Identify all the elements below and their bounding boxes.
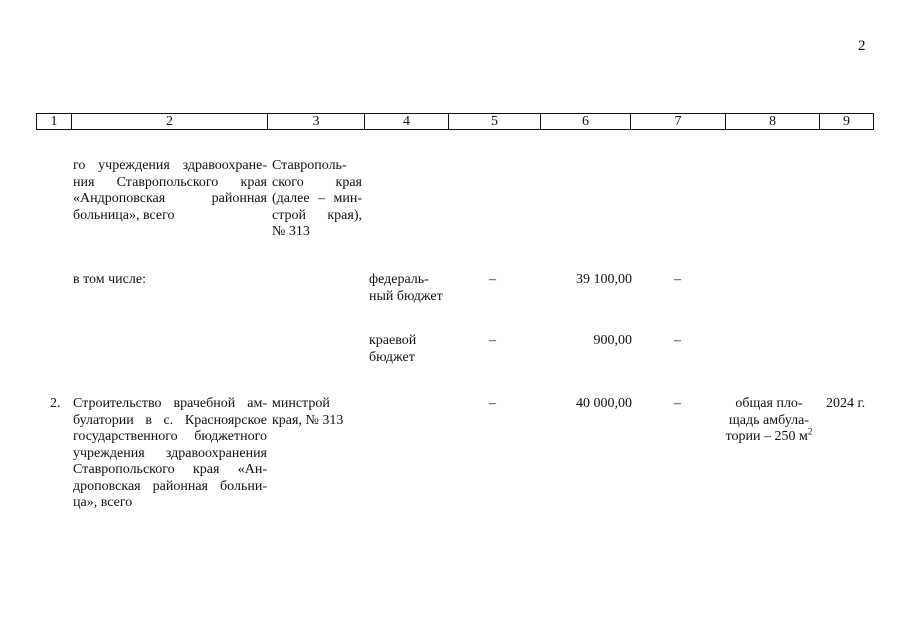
column-number-6: 6 xyxy=(541,114,631,129)
row-2-name-line: булатории в с. Красноярское xyxy=(73,412,267,428)
regional-amount: 900,00 xyxy=(593,333,632,348)
column-number-7: 7 xyxy=(631,114,726,129)
row-2-amount: 40 000,00 xyxy=(576,396,632,411)
column-number-5: 5 xyxy=(449,114,541,129)
row-cont-customer-line: Ставрополь- xyxy=(272,158,347,173)
row-cont-name-line: го учреждения здравоохране- xyxy=(73,158,267,173)
column-number-2: 2 xyxy=(72,114,268,129)
row-2-name xyxy=(73,396,267,512)
row-2-number: 2. xyxy=(50,396,61,411)
row-2-name-line: государственного бюджетного xyxy=(73,429,267,444)
column-number-8: 8 xyxy=(726,114,820,129)
regional-col7-value: – xyxy=(674,333,681,348)
row-cont-name-line: ния Ставропольского края xyxy=(73,174,267,190)
funding-source-line: краевой xyxy=(369,333,417,348)
row-2-indicator-line: щадь амбула- xyxy=(729,412,809,428)
row-2-name-line: ца», всего xyxy=(73,495,133,510)
row-2-customer xyxy=(272,396,362,429)
funding-source-regional xyxy=(369,333,453,366)
row-cont-name-line: «Андроповская районная xyxy=(73,191,267,206)
federal-col7-value: – xyxy=(674,272,681,287)
row-2-indicator xyxy=(718,396,820,446)
row-cont-name xyxy=(73,158,267,224)
row-2-col5-value: – xyxy=(489,396,496,411)
row-2-name-line: Ставропольского края «Ан- xyxy=(73,462,267,477)
row-cont-customer-line: № 313 xyxy=(272,224,310,239)
row-cont-name-line: больница», всего xyxy=(73,207,175,223)
square-meter-superscript: 2 xyxy=(807,426,813,437)
row-2-indicator-line xyxy=(718,426,820,446)
funding-source-line: ный бюджет xyxy=(369,288,443,304)
funding-source-line: федераль- xyxy=(369,272,429,287)
row-2-indicator-text: тории – 250 м xyxy=(725,429,808,444)
row-cont-customer-line: (далее – мин- xyxy=(272,191,362,206)
row-2-customer-line: минстрой xyxy=(272,396,330,411)
page-number: 2 xyxy=(858,38,866,54)
row-2-name-line: учреждения здравоохранения xyxy=(73,445,267,461)
row-2-indicator-line: общая пло- xyxy=(735,396,803,411)
funding-source-line: бюджет xyxy=(369,349,415,365)
federal-col5-value: – xyxy=(489,272,496,287)
row-cont-customer-line: строй края), xyxy=(272,207,362,223)
including-label: в том числе: xyxy=(73,272,146,287)
column-number-header xyxy=(36,113,874,130)
federal-amount: 39 100,00 xyxy=(576,272,632,287)
row-cont-customer-line: ского края xyxy=(272,174,362,190)
column-number-3: 3 xyxy=(268,114,365,129)
regional-col5-value: – xyxy=(489,333,496,348)
row-2-name-line: Строительство врачебной ам- xyxy=(73,396,267,411)
funding-source-federal xyxy=(369,272,453,305)
column-number-9: 9 xyxy=(843,114,850,129)
column-number-1: 1 xyxy=(37,114,72,129)
row-cont-customer xyxy=(272,158,362,241)
row-2-name-line: дроповская районная больни- xyxy=(73,478,267,494)
row-2-col7-value: – xyxy=(674,396,681,411)
row-2-year: 2024 г. xyxy=(826,396,866,411)
row-2-customer-line: края, № 313 xyxy=(272,412,344,428)
column-number-4: 4 xyxy=(365,114,449,129)
